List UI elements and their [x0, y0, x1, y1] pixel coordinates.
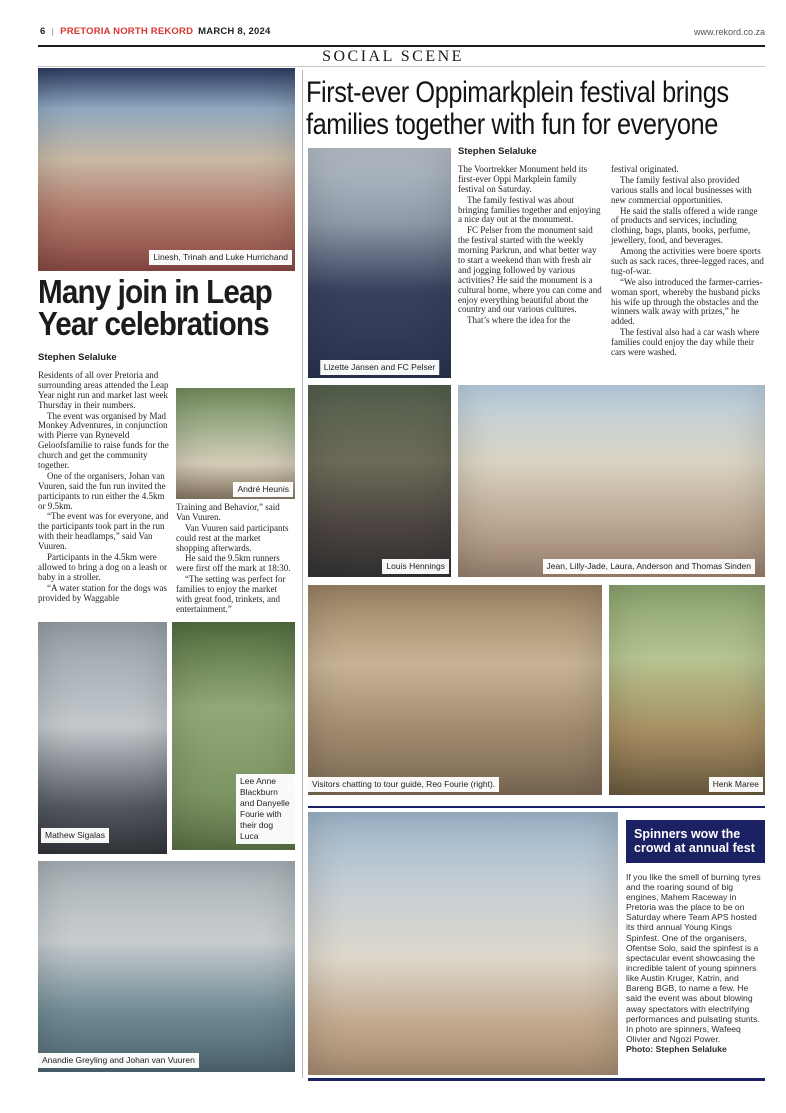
festival-article-column-1 [458, 165, 605, 361]
festival-article-headline: First-ever Oppimarkplein festival brings families together with fun for everyone [306, 76, 729, 141]
photo-andre-heunis [176, 388, 295, 499]
spinfest-bottom-rule [308, 1078, 765, 1081]
paragraph: “A water station for the dogs was provided by Waggable [38, 582, 167, 603]
photo-caption: Louis Hennings [382, 559, 449, 574]
paragraph: The festival also had a car wash where families could enjoy the day while their cars were washed. [611, 327, 760, 358]
photo-spinfest-car [308, 812, 618, 1075]
paragraph: He said the 9.5km runners were first off the mark at 18:30. [176, 553, 291, 574]
photo-caption: Lee Anne Blackburn and Danyelle Fourie with their dog Luca [236, 774, 296, 844]
paragraph: “The setting was perfect for families to enjoy the market with great food, trinkets, and entertainment.” [176, 574, 286, 614]
masthead: PRETORIA NORTH REKORD [60, 26, 194, 37]
paragraph: The family festival also provided various stalls and local businesses with new commercial opportunities. [611, 174, 752, 205]
paragraph: “We also introduced the farmer-carries-woman sport, whereby the husband picks his wife up through the obstacles and the winners walk away with prizes,” he added. [611, 276, 763, 327]
paragraph: The event was organised by Mad Monkey Adventures, in conjunction with Pierre van Ryneveld Geloofsfamilie to raise funds for the church and get the community together. [38, 410, 169, 471]
paragraph: Van Vuuren said participants could rest at the market shopping afterwards. [176, 522, 289, 553]
photo-mathew-sigalas [38, 622, 167, 854]
paragraph: Among the activities were boere sports such as sack races, three-legged races, and tug-of-war. [611, 246, 764, 276]
page-header-folio [40, 26, 270, 37]
photo-caption: André Heunis [233, 482, 293, 497]
photo-jean-family [458, 385, 765, 577]
photo-louis-hennings [308, 385, 451, 577]
paragraph: The Voortrekker Monument held its first-ever Oppi Markplein family festival on Saturday. [458, 164, 588, 194]
photo-leeanne-danyelle-luca [172, 622, 295, 850]
issue-date: MARCH 8, 2024 [198, 26, 271, 37]
paragraph: One of the organisers, Johan van Vuuren, said the fun run invited the participants to run either the 4.5km or 9.5km. [38, 470, 166, 511]
paragraph: That’s where the idea for the [467, 315, 571, 326]
photo-anandie-johan [38, 861, 295, 1072]
festival-article-column-2 [611, 165, 765, 375]
paragraph: Residents of all over Pretoria and surrounding areas attended the Leap Year night run and market last week Thursday in their numbers. [38, 370, 169, 410]
festival-article-byline: Stephen Selaluke [458, 146, 537, 157]
photo-caption: Linesh, Trinah and Luke Hurrichand [149, 250, 292, 265]
paragraph: The family festival was about bringing families together and enjoying a nice day out at the monument. [458, 194, 601, 225]
paragraph: FC Pelser from the monument said the festival started with the weekly morning Parkrun, and what better way to start a weekend than with fresh air and jogging followed by various activities? He said the monument is a cultural home, where you can come and enjoy everything beautiful about the country and our various cultures. [458, 225, 602, 315]
spinfest-photo-credit: Photo: Stephen Selaluke [626, 1044, 727, 1055]
header-rule [38, 45, 765, 47]
photo-caption: Lizette Jansen and FC Pelser [320, 360, 440, 375]
column-divider [302, 70, 303, 1078]
photo-lizette-fc-pelser [308, 148, 451, 378]
paragraph: festival originated. [611, 164, 679, 174]
photo-visitors-tour-guide [308, 585, 602, 795]
photo-henk-maree [609, 585, 765, 795]
photo-caption: Jean, Lilly-Jade, Laura, Anderson and Thomas Sinden [543, 559, 755, 574]
folio-divider: | [51, 26, 55, 37]
paragraph: “The event was for everyone, and the participants took part in the run with their headlamps,” said Van Vuuren. [38, 511, 169, 552]
photo-caption: Visitors chatting to tour guide, Reo Fourie (right). [308, 777, 499, 792]
paragraph: Participants in the 4.5km were allowed to bring a dog on a leash or baby in a stroller. [38, 552, 167, 582]
section-title: SOCIAL SCENE [322, 48, 464, 65]
spinfest-top-rule [308, 806, 765, 808]
website-link[interactable]: www.rekord.co.za [693, 27, 765, 37]
spinfest-title: Spinners wow the crowd at annual fest [626, 820, 765, 863]
photo-caption: Mathew Sigalas [41, 828, 109, 843]
paragraph: He said the stalls offered a wide range of products and services, including clothing, bags, plants, books, perfume, jewellery, food, and beverages. [611, 205, 758, 246]
section-rule [38, 66, 765, 67]
page-number: 6 [40, 26, 46, 37]
spinfest-box [626, 820, 765, 1054]
leap-article-column-2 [176, 503, 295, 633]
photo-caption: Henk Maree [709, 777, 763, 792]
leap-article-headline: Many join in Leap Year celebrations [38, 273, 272, 343]
spinfest-body: If you like the smell of burning tyres and the roaring sound of big engines, Mahem Raceway in Pretoria was the place to be on Saturday where Team APS hosted its third annual Young Kings Spinfest. One of the organisers, Ofentse Solo, said the spinfest is a spectacular event showcasing the incredible talent of young spinners like Austin Kruger, Katrin, and Bareng BGB, to name a few. He said the event was about blowing away spectators with electrifying performances and pulsating stunts. In photo are spinners, Wafeeq Olivier and Ngozi Power. [626, 871, 761, 1044]
leap-article-column-1 [38, 371, 173, 633]
paragraph: Training and Behavior,” said Van Vuuren. [176, 502, 280, 522]
leap-article-byline: Stephen Selaluke [38, 352, 117, 363]
photo-caption: Anandie Greyling and Johan van Vuuren [38, 1053, 199, 1068]
photo-linesh-trinah-luke [38, 68, 295, 271]
